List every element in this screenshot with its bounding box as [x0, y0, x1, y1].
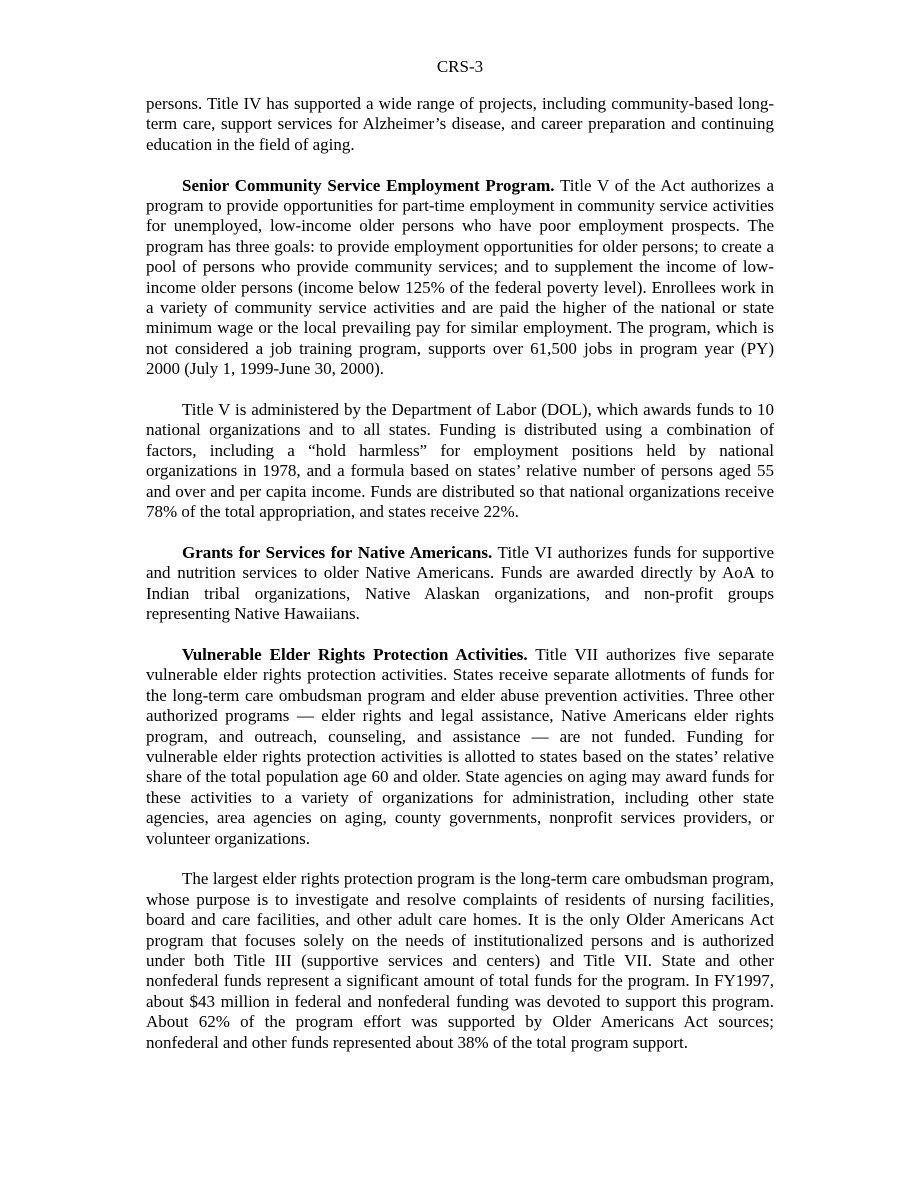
paragraph-text: The largest elder rights protection program is the long-term care ombudsman program, whose purpose is to investigate and resolve complaints of residents of nursing facilities, board and care facilities, and other adult care homes. It is the only Older Americans Act program that focuses solely on the needs of institutionalized persons and is authorized under both Title III (supportive services and centers) and Title VII. State and other nonfederal funds represent a significant amount of total funds for the program. In FY1997, about $43 million in federal and nonfederal funding was devoted to support this program. About 62% of the program effort was supported by Older Americans Act sources; nonfederal and other funds represented about 38% of the total program support.	[146, 869, 774, 1052]
paragraph-text: Title V is administered by the Department of Labor (DOL), which awards funds to 10 national organizations and to all states. Funding is distributed using a combination of factors, including a “hold harmless” for employment positions held by national organizations in 1978, and a formula based on states’ relative number of persons aged 55 and over and per capita income. Funds are distributed so that national organizations receive 78% of the total appropriation, and states receive 22%.	[146, 400, 774, 522]
paragraph-text: Title VII authorizes five separate vulnerable elder rights protection activities. States receive separate allotments of funds for the long-term care ombudsman program and elder abuse prevention activities. Three other authorized programs — elder rights and legal assistance, Native Americans elder rights program, and outreach, counseling, and assistance — are not funded. Funding for vulnerable elder rights protection activities is allotted to states based on the states’ relative share of the total population age 60 and older. State agencies on aging may award funds for these activities to a variety of organizations for administration, including other state agencies, area agencies on aging, county governments, nonprofit services providers, or volunteer organizations.	[146, 644, 774, 848]
paragraph-senior-community-service	[146, 176, 774, 380]
paragraph-native-americans	[146, 543, 774, 625]
paragraph-text: Title V of the Act authorizes a program to provide opportunities for part-time employment in community service activities for unemployed, low-income older persons who have poor employment prospects. The program has three goals: to provide employment opportunities for older persons; to create a pool of persons who provide community services; and to supplement the income of low-income older persons (income below 125% of the federal poverty level). Enrollees work in a variety of community service activities and are paid the higher of the national or state minimum wage or the local prevailing pay for similar employment. The program, which is not considered a job training program, supports over 61,500 jobs in program year (PY) 2000 (July 1, 1999-June 30, 2000).	[146, 175, 774, 379]
document-body	[146, 94, 774, 1073]
section-heading-elder-rights-protection: Vulnerable Elder Rights Protection Activities.	[182, 644, 528, 664]
paragraph-text: persons. Title IV has supported a wide range of projects, including community-based long-term care, support services for Alzheimer’s disease, and career preparation and continuing education in the field of aging.	[146, 94, 774, 154]
paragraph-title-iv-continuation	[146, 94, 774, 155]
paragraph-title-v-administration	[146, 400, 774, 522]
paragraph-elder-rights-protection	[146, 645, 774, 849]
paragraph-ombudsman-program	[146, 869, 774, 1053]
section-heading-senior-community-service: Senior Community Service Employment Program.	[182, 175, 555, 195]
section-heading-native-americans: Grants for Services for Native Americans.	[182, 542, 493, 562]
page-number-header: CRS-3	[436, 57, 484, 76]
paragraph-text: Title VI authorizes funds for supportive and nutrition services to older Native Americans. Funds are awarded directly by AoA to Indian tribal organizations, Native Alaskan organizations, and non-profit groups representing Native Hawaiians.	[146, 542, 774, 624]
